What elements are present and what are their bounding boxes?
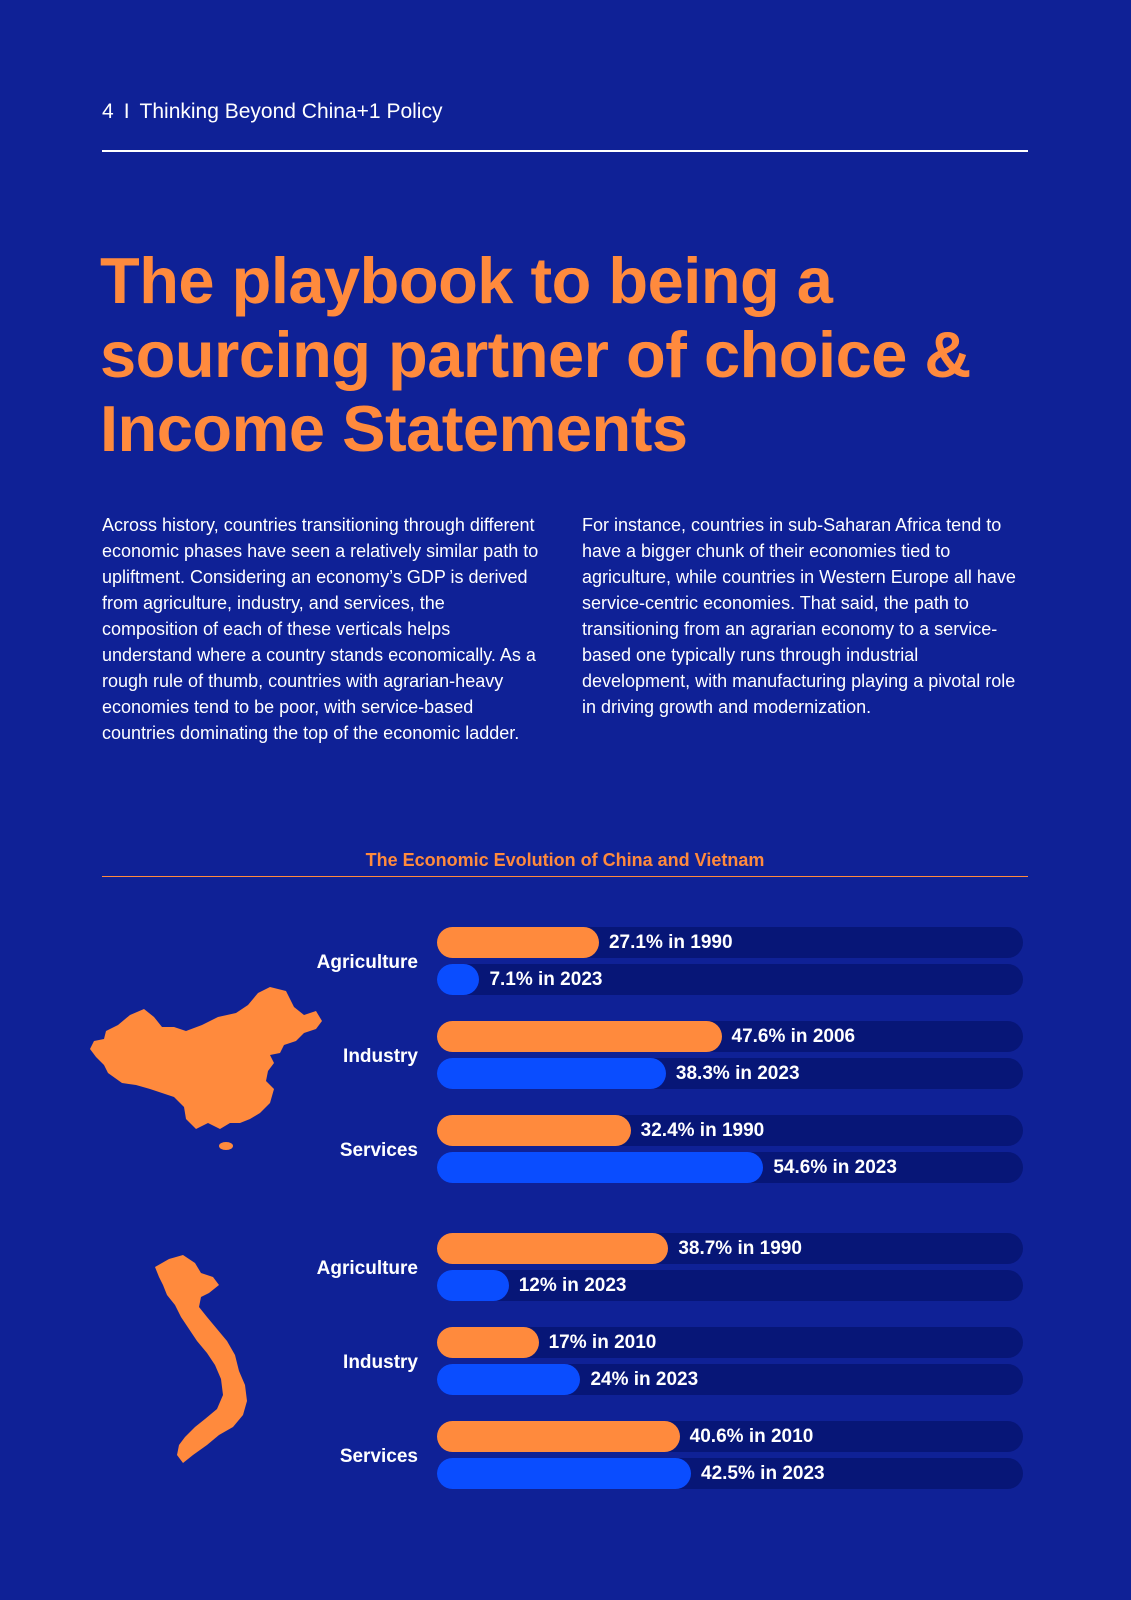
bar-blue (437, 1458, 691, 1489)
category-label: Services (339, 1140, 418, 1161)
bar-value-label: 17% in 2010 (548, 1332, 657, 1353)
bar-track (437, 964, 1023, 995)
bar-orange (437, 1421, 680, 1452)
header-divider (102, 150, 1028, 152)
category-label: Services (339, 1446, 418, 1467)
bar-track (437, 1364, 1023, 1395)
bar-orange (437, 1115, 631, 1146)
bar-value-label: 54.6% in 2023 (773, 1157, 897, 1178)
title-line-2: sourcing partner of choice & (100, 318, 971, 391)
body-column-left: Across history, countries transitioning through different economic phases have seen a relatively similar path to upliftment. Considering an economy’s GDP is derived from agriculture, industry, and services, the composition of each of these verticals helps understand where a country stands economically. As a rough rule of thumb, countries with agrarian-heavy economies tend to be poor, with service-based countries dominating the top of the economic ladder. (102, 515, 539, 743)
category-label: Industry (343, 1352, 418, 1373)
bar-track (437, 1458, 1023, 1489)
bar-value-label: 32.4% in 1990 (640, 1120, 765, 1141)
bar-value-label: 7.1% in 2023 (489, 969, 603, 990)
bar-orange (437, 1233, 668, 1264)
header-separator: I (123, 100, 130, 123)
bar-track (437, 1421, 1023, 1452)
header-title: Thinking Beyond China+1 Policy (139, 100, 443, 123)
china-map-icon (90, 985, 322, 1155)
page-header (102, 100, 442, 124)
bar-blue (437, 1270, 509, 1301)
bar-track (437, 1058, 1023, 1089)
bar-track (437, 1115, 1023, 1146)
title-line-1: The playbook to being a (100, 244, 833, 317)
bar-value-label: 12% in 2023 (518, 1275, 627, 1296)
bar-blue (437, 1058, 666, 1089)
chart-title: The Economic Evolution of China and Vietnam (365, 850, 765, 870)
bar-blue (437, 1364, 580, 1395)
page-number: 4 (102, 100, 114, 123)
bar-track (437, 927, 1023, 958)
title-line-3: Income Statements (100, 392, 688, 465)
bar-value-label: 40.6% in 2010 (689, 1426, 814, 1447)
bar-blue (437, 1152, 763, 1183)
bar-value-label: 38.3% in 2023 (675, 1063, 800, 1084)
category-label: Industry (343, 1046, 418, 1067)
bar-track (437, 1270, 1023, 1301)
bar-orange (437, 927, 599, 958)
bar-track (437, 1327, 1023, 1358)
body-column-right: For instance, countries in sub-Saharan Africa tend to have a bigger chunk of their economies tied to agriculture, while countries in Western Europe all have service-centric economies. That said, the path to transitioning from an agrarian economy to a service-based one typically runs through industrial development, with manufacturing playing a pivotal role in driving growth and modernization. (582, 515, 1016, 717)
bar-orange (437, 1021, 722, 1052)
chart-title-divider (102, 876, 1028, 877)
bar-track (437, 1021, 1023, 1052)
bar-value-label: 38.7% in 1990 (678, 1238, 802, 1259)
bar-value-label: 42.5% in 2023 (701, 1463, 825, 1484)
bar-value-label: 27.1% in 1990 (608, 932, 733, 953)
bar-value-label: 47.6% in 2006 (731, 1026, 856, 1047)
category-label: Agriculture (316, 1258, 418, 1279)
bar-track (437, 1233, 1023, 1264)
bar-orange (437, 1327, 539, 1358)
bar-track (437, 1152, 1023, 1183)
bar-blue (437, 964, 479, 995)
bar-value-label: 24% in 2023 (590, 1369, 699, 1390)
page-title (100, 244, 1040, 466)
category-label: Agriculture (316, 952, 418, 973)
